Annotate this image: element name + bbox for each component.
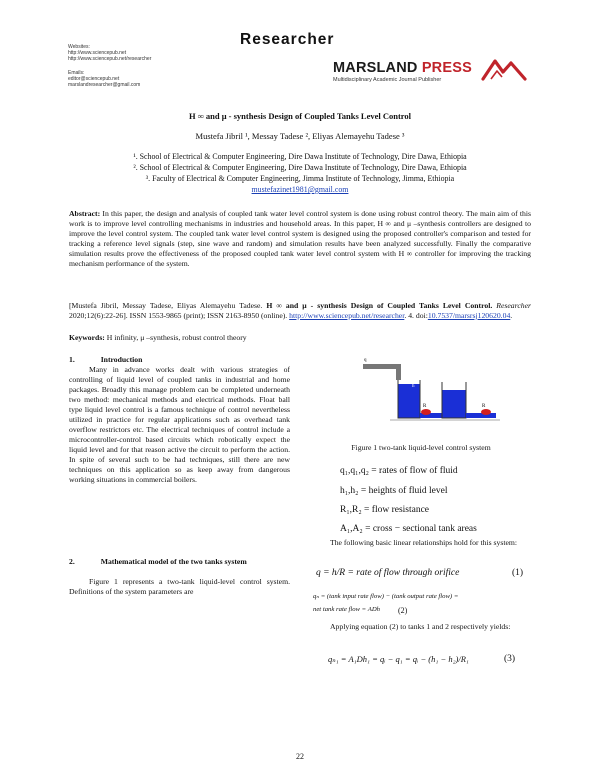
equation-1: q = h/R = rate of flow through orifice	[316, 568, 460, 578]
valve-r1	[421, 409, 431, 415]
contact-email-link[interactable]: mustefazinet1981@gmail.com	[251, 185, 349, 194]
param-areas: A₁,A₂ = cross − sectional tank areas	[340, 524, 477, 534]
intro-title: Introduction	[100, 355, 143, 364]
affiliation-2: ². School of Electrical & Computer Engineering, Dire Dawa Institute of Technology, Dire Dawa, Ethiopia	[133, 163, 467, 172]
equation-2-line-2: net tank rate flow = ADh	[313, 606, 380, 613]
intro-paragraph: Many in advance works dealt with various strategies of controlling of liquid level of coupled tanks in industrial and home packages. Broadly this manage problem can be completed underneath two method: mechanical methods and electrical methods. Float ball type liquid level control is a famous technique of control nevertheless utilized in practice for regular applications such as overhead tank overflow restrictors etc. The electrical techniques of control include a microcontroller-control based circuits which robotically expect the liquid level and for that reason active the circuit to perform the action. In spite of several such to be had techniques, still there are new techniques on this application so as keep away from dangerous working situations in commercial boilers.	[69, 365, 290, 484]
abstract	[69, 209, 531, 269]
apply-text: Applying equation (2) to tanks 1 and 2 respectively yields:	[330, 622, 511, 631]
citation-journal: Researcher	[496, 301, 532, 310]
website-link-2[interactable]: http://www.sciencepub.net/researcher	[68, 56, 152, 62]
inlet-pipe-drop	[396, 364, 401, 380]
email-link-1[interactable]: editor@sciencepub.net	[68, 76, 120, 82]
model-paragraph: Figure 1 represents a two-tank liquid-level control system. Definitions of the system parameters are	[69, 577, 290, 596]
contact-email[interactable]	[0, 185, 600, 194]
affiliation-1: ¹. School of Electrical & Computer Engineering, Dire Dawa Institute of Technology, Dire Dawa, Ethiopia	[133, 152, 467, 161]
abstract-label: Abstract:	[69, 209, 101, 218]
equation-2-line-1: qₙ = (tank input rate flow) − (tank output rate flow) =	[313, 593, 459, 600]
citation-title: H ∞ and μ - synthesis Design of Coupled Tanks Level Control.	[266, 301, 493, 310]
affiliation-3: ³. Faculty of Electrical & Computer Engineering, Jimma Institute of Technology, Jimma, Ethiopia	[145, 174, 455, 183]
websites-label: Websites:	[68, 44, 90, 50]
valve-r2-label: R	[482, 404, 486, 409]
paper-title: H ∞ and μ - synthesis Design of Coupled Tanks Level Control	[188, 111, 412, 121]
equation-2-number: (2)	[398, 606, 408, 615]
citation-details: 2020;12(6):22-26]. ISSN 1553-9865 (print); ISSN 2163-8950 (online).	[69, 311, 288, 320]
author-list: Mustefa Jibril ¹, Messay Tadese ², Eliyas Alemayehu Tadese ³	[195, 131, 405, 141]
citation-authors: [Mustefa Jibril, Messay Tadese, Eliyas Alemayehu Tadese.	[69, 301, 263, 310]
outlet-pipe	[466, 413, 496, 418]
tank-1-water	[398, 384, 420, 418]
marsland-mountain-logo-icon	[480, 55, 530, 85]
equation-1-number: (1)	[512, 568, 524, 578]
publisher-name	[333, 60, 472, 76]
model-title: Mathematical model of the two tanks system	[100, 557, 247, 566]
equation-3-number: (3)	[504, 654, 516, 664]
intro-heading	[69, 355, 290, 365]
publisher-main: MARSLAND	[333, 60, 418, 76]
param-resistance: R₁,R₂ = flow resistance	[340, 505, 430, 515]
inflow-label: q	[364, 358, 367, 363]
tank-1-level-label: h	[412, 384, 415, 389]
relationship-text: The following basic linear relationships hold for this system:	[330, 538, 518, 547]
journal-title: Researcher	[240, 31, 335, 48]
citation-doi-prefix: . 4. doi:	[404, 311, 428, 320]
valve-r1-label: R	[423, 404, 427, 409]
keywords	[69, 333, 247, 342]
keywords-label: Keywords:	[69, 333, 105, 342]
keywords-text: H infinity, μ –synthesis, robust control theory	[106, 333, 247, 342]
figure-caption: Figure 1 two-tank liquid-level control system	[351, 443, 491, 452]
citation-block	[69, 301, 531, 321]
website-link-1[interactable]: http://www.sciencepub.net	[68, 50, 127, 56]
param-heights: h₁,h₂ = heights of fluid level	[340, 486, 448, 496]
model-number: 2.	[69, 557, 75, 566]
valve-r2	[481, 409, 491, 415]
publisher-press: PRESS	[421, 60, 472, 76]
equation-3: qₙ₁ = A₁Dh₁ = qᵢ − q₁ = qᵢ − (h₁ − h₂)/R₁	[328, 654, 469, 664]
citation-url-link[interactable]: http://www.sciencepub.net/researcher	[289, 311, 405, 320]
email-link-2[interactable]: marslandresearcher@gmail.com	[68, 82, 141, 88]
inlet-pipe	[363, 364, 401, 369]
tank-2-water	[442, 390, 466, 418]
citation-end: .	[510, 311, 513, 320]
publisher-tagline: Multidisciplinary Academic Journal Publisher	[333, 77, 442, 83]
emails-label: Emails:	[68, 70, 85, 76]
page-number: 22	[296, 752, 304, 761]
model-heading	[69, 557, 290, 567]
intro-number: 1.	[69, 355, 75, 364]
abstract-text: In this paper, the design and analysis of coupled tank water level control system is done using robust control theory. The main aim of this work is to improve level controlling mechanisms in industries and household areas. In this paper, H ∞ and μ –synthesis controllers are designed to improve the level control system. The coupled tank water level control system is designed using the proposed controller's comparison and tested for tracking a reference level signals (step, sine wave and random) and simulation results have been analyzed successfully. Finally the comparative simulation results prove the effectiveness of the proposed coupled tank water level control system with H ∞ controller for improving the tracking mechanism performance of the system.	[69, 209, 532, 268]
two-tank-figure	[360, 352, 520, 434]
citation-doi-link[interactable]: 10.7537/marsrsj120620.04	[427, 311, 511, 320]
param-flow-rates: q₁,q₁,q₂ = rates of flow of fluid	[340, 466, 458, 476]
